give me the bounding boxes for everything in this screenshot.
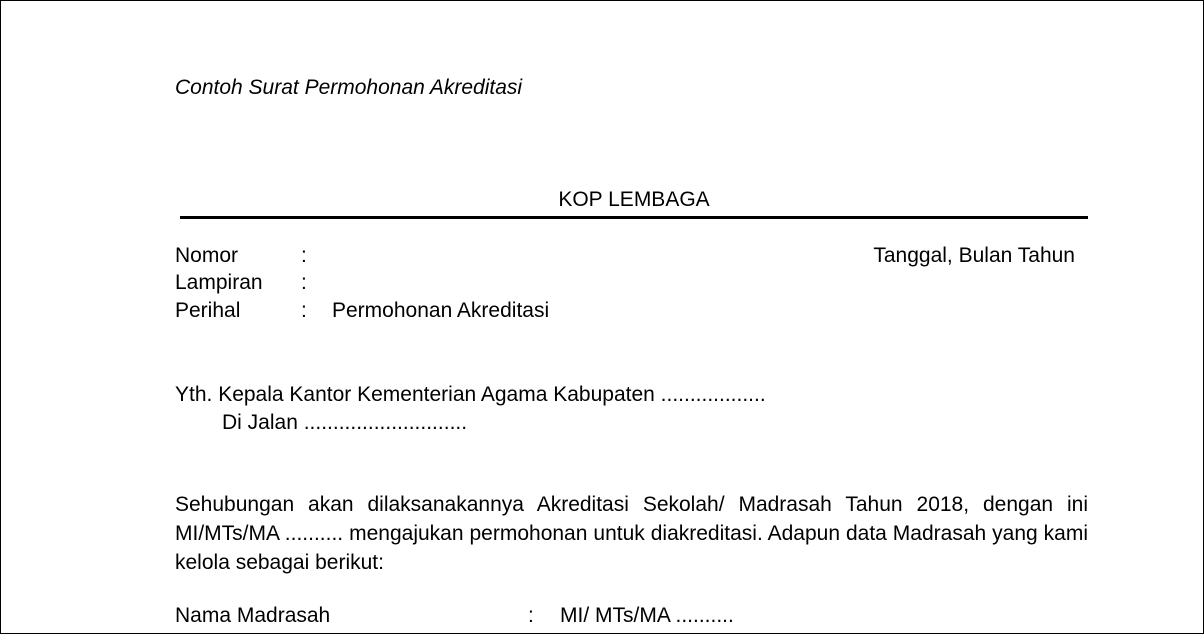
nomor-label: Nomor	[175, 244, 239, 267]
letterhead-rule	[180, 216, 1088, 219]
document-caption: Contoh Surat Permohonan Akreditasi	[175, 76, 523, 99]
letterhead-title: KOP LEMBAGA	[558, 188, 710, 211]
letter-date: Tanggal, Bulan Tahun	[873, 244, 1075, 267]
lampiran-label: Lampiran	[175, 271, 263, 294]
perihal-colon: :	[301, 299, 307, 322]
data-label: Nama Madrasah	[175, 604, 331, 627]
nomor-colon: :	[301, 244, 307, 267]
recipient-line: Yth. Kepala Kantor Kementerian Agama Kabupaten ..................	[175, 383, 766, 406]
recipient-address: Di Jalan ............................	[222, 411, 468, 434]
data-value: MI/ MTs/MA ..........	[560, 604, 734, 627]
perihal-label: Perihal	[175, 299, 241, 322]
letter-body-paragraph: Sehubungan akan dilaksanakannya Akreditasi Sekolah/ Madrasah Tahun 2018, dengan ini MI/MTs/MA .......... mengajukan permohonan untuk diakreditasi. Adapun data Madrasah yang kami kelola sebagai berikut:	[175, 493, 1088, 574]
data-colon: :	[528, 604, 534, 627]
lampiran-colon: :	[301, 271, 307, 294]
perihal-value: Permohonan Akreditasi	[332, 299, 550, 322]
